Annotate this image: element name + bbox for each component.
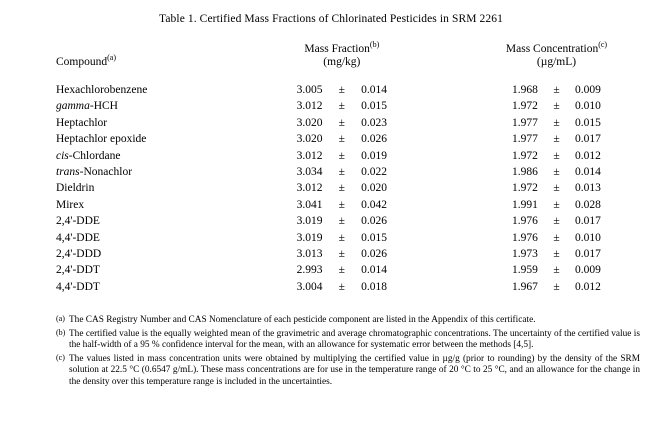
plus-minus-symbol: ± bbox=[553, 166, 560, 179]
mass-fraction-uncertainty: 0.026 bbox=[361, 248, 388, 261]
row-compound-name bbox=[56, 213, 251, 229]
plus-minus-symbol: ± bbox=[338, 182, 345, 195]
row-gap bbox=[433, 82, 469, 98]
mass-concentration-uncertainty: 0.017 bbox=[575, 248, 601, 261]
row-compound-name bbox=[56, 230, 251, 246]
table-row bbox=[56, 230, 644, 246]
row-gap bbox=[433, 98, 469, 114]
mass-concentration-uncertainty: 0.015 bbox=[575, 116, 601, 129]
mass-concentration-footnote-marker: (c) bbox=[598, 40, 608, 50]
table-row bbox=[56, 115, 644, 131]
mass-concentration-value: 1.976 bbox=[512, 231, 538, 244]
mass-fraction-uncertainty: 0.018 bbox=[361, 280, 388, 293]
table-row bbox=[56, 279, 644, 295]
mass-fraction-uncertainty: 0.026 bbox=[361, 133, 388, 146]
row-compound-name bbox=[56, 262, 251, 278]
row-gap bbox=[433, 131, 469, 147]
mass-concentration-uncertainty: 0.014 bbox=[575, 166, 601, 179]
footnote-b bbox=[56, 329, 640, 353]
mass-fraction-footnote-marker: (b) bbox=[369, 40, 380, 50]
plus-minus-symbol: ± bbox=[553, 84, 560, 96]
row-compound-name bbox=[56, 246, 251, 262]
mass-fraction-value: 3.041 bbox=[296, 198, 323, 211]
plus-minus-symbol: ± bbox=[553, 248, 560, 261]
compound-name-plain: 4,4'-DDE bbox=[56, 231, 100, 244]
plus-minus-symbol: ± bbox=[338, 198, 345, 211]
mass-concentration-uncertainty: 0.012 bbox=[575, 280, 601, 293]
footnote-a-text: The CAS Registry Number and CAS Nomenclature of each pesticide component are listed in the Appendix of this certificate. bbox=[69, 315, 536, 326]
footnote-c bbox=[56, 354, 640, 389]
footnotes-section bbox=[0, 315, 662, 389]
footnote-a bbox=[56, 315, 640, 327]
row-gap bbox=[433, 230, 469, 246]
compound-name-plain: Hexachlorobenzene bbox=[56, 84, 148, 96]
compound-name-plain: 4,4'-DDT bbox=[56, 280, 100, 293]
mass-fraction-uncertainty: 0.042 bbox=[361, 198, 388, 211]
compound-name-plain: -HCH bbox=[89, 100, 118, 113]
compound-header-footnote-marker: (a) bbox=[107, 53, 117, 63]
mass-fraction-value: 3.019 bbox=[296, 215, 323, 228]
plus-minus-symbol: ± bbox=[553, 264, 560, 277]
mass-fraction-uncertainty: 0.020 bbox=[361, 182, 388, 195]
compound-name-plain: Mirex bbox=[56, 198, 85, 211]
mass-concentration-uncertainty: 0.009 bbox=[575, 264, 601, 277]
certified-values-table bbox=[56, 40, 644, 295]
row-compound-name bbox=[56, 82, 251, 98]
mass-fraction-value: 3.020 bbox=[296, 116, 323, 129]
certificate-table-page bbox=[0, 13, 662, 428]
mass-concentration-value: 1.973 bbox=[512, 248, 538, 261]
compound-name-italic: trans bbox=[56, 166, 80, 179]
mass-fraction-value: 3.013 bbox=[296, 248, 323, 261]
row-compound-name bbox=[56, 279, 251, 295]
plus-minus-symbol: ± bbox=[338, 133, 345, 146]
mass-fraction-value: 3.004 bbox=[296, 280, 323, 293]
table-header bbox=[56, 40, 644, 82]
table-row bbox=[56, 213, 644, 229]
mass-concentration-value: 1.977 bbox=[512, 116, 538, 129]
compound-header-label: Compound bbox=[56, 56, 108, 68]
row-gap bbox=[433, 213, 469, 229]
row-compound-name bbox=[56, 197, 251, 213]
column-header-mass-concentration bbox=[469, 40, 644, 68]
mass-fraction-value: 3.012 bbox=[296, 182, 323, 195]
mass-fraction-uncertainty: 0.019 bbox=[361, 149, 388, 162]
spacer-cell bbox=[56, 68, 644, 82]
mass-concentration-value: 1.986 bbox=[512, 166, 538, 179]
plus-minus-symbol: ± bbox=[338, 280, 345, 293]
plus-minus-symbol: ± bbox=[338, 231, 345, 244]
row-compound-name bbox=[56, 98, 251, 114]
plus-minus-symbol: ± bbox=[553, 100, 560, 113]
mass-concentration-value: 1.972 bbox=[512, 100, 538, 113]
mass-fraction-uncertainty: 0.015 bbox=[361, 231, 388, 244]
row-gap bbox=[433, 279, 469, 295]
mass-concentration-header-label: Mass Concentration bbox=[505, 43, 599, 55]
row-compound-name bbox=[56, 148, 251, 164]
compound-name-plain: Dieldrin bbox=[56, 182, 95, 195]
table-row bbox=[56, 131, 644, 147]
row-gap bbox=[433, 148, 469, 164]
plus-minus-symbol: ± bbox=[338, 149, 345, 162]
mass-concentration-value: 1.972 bbox=[512, 182, 538, 195]
row-gap bbox=[433, 180, 469, 196]
mass-fraction-header-label: Mass Fraction bbox=[304, 43, 370, 55]
table-row bbox=[56, 164, 644, 180]
table-row bbox=[56, 82, 644, 98]
mass-concentration-value: 1.972 bbox=[512, 149, 538, 162]
mass-fraction-value: 3.012 bbox=[296, 100, 323, 113]
mass-fraction-value: 3.012 bbox=[296, 149, 323, 162]
plus-minus-symbol: ± bbox=[553, 182, 560, 195]
column-header-compound bbox=[56, 43, 251, 68]
row-gap bbox=[433, 197, 469, 213]
compound-name-plain: -Chlordane bbox=[68, 149, 121, 162]
table-row bbox=[56, 180, 644, 196]
compound-name-plain: 2,4'-DDT bbox=[56, 264, 100, 277]
footnote-c-marker: (c) bbox=[56, 352, 65, 362]
mass-concentration-value: 1.977 bbox=[512, 133, 538, 146]
footnote-b-text: The certified value is the equally weighted mean of the gravimetric and average chromatographic concentrations. The uncertainty of the certified value is the half-width of a 95 % confidence interval for the mean, with an allowance for systematic error between the methods [4,5]. bbox=[69, 328, 640, 351]
table-caption: Table 1. Certified Mass Fractions of Chlorinated Pesticides in SRM 2261 bbox=[159, 13, 503, 25]
row-compound-name bbox=[56, 180, 251, 196]
mass-concentration-value: 1.976 bbox=[512, 215, 538, 228]
mass-fraction-uncertainty: 0.014 bbox=[361, 264, 388, 277]
mass-fraction-value: 2.993 bbox=[296, 264, 323, 277]
mass-concentration-units: (µg/mL) bbox=[536, 56, 577, 68]
header-spacer-row bbox=[56, 68, 644, 82]
plus-minus-symbol: ± bbox=[553, 215, 560, 228]
row-gap bbox=[433, 115, 469, 131]
mass-concentration-uncertainty: 0.009 bbox=[575, 84, 601, 96]
plus-minus-symbol: ± bbox=[553, 280, 560, 293]
plus-minus-symbol: ± bbox=[338, 248, 345, 261]
footnote-b-marker: (b) bbox=[56, 327, 66, 337]
plus-minus-symbol: ± bbox=[553, 116, 560, 129]
mass-concentration-value: 1.967 bbox=[512, 280, 538, 293]
mass-concentration-uncertainty: 0.010 bbox=[575, 231, 601, 244]
mass-fraction-uncertainty: 0.023 bbox=[361, 116, 388, 129]
mass-concentration-uncertainty: 0.017 bbox=[575, 133, 601, 146]
table-row bbox=[56, 148, 644, 164]
table-row bbox=[56, 262, 644, 278]
plus-minus-symbol: ± bbox=[553, 149, 560, 162]
compound-name-plain: Heptachlor bbox=[56, 116, 108, 129]
compound-name-italic: gamma bbox=[56, 100, 90, 113]
row-compound-name bbox=[56, 131, 251, 147]
plus-minus-symbol: ± bbox=[338, 116, 345, 129]
compound-name-plain: 2,4'-DDD bbox=[56, 248, 102, 261]
mass-fraction-value: 3.034 bbox=[296, 166, 323, 179]
mass-concentration-uncertainty: 0.010 bbox=[575, 100, 601, 113]
row-compound-name bbox=[56, 164, 251, 180]
mass-fraction-uncertainty: 0.026 bbox=[361, 215, 388, 228]
plus-minus-symbol: ± bbox=[553, 231, 560, 244]
plus-minus-symbol: ± bbox=[338, 166, 345, 179]
mass-concentration-uncertainty: 0.028 bbox=[575, 198, 601, 211]
plus-minus-symbol: ± bbox=[553, 133, 560, 146]
mass-fraction-value: 3.020 bbox=[296, 133, 323, 146]
compound-name-plain: Heptachlor epoxide bbox=[56, 133, 147, 146]
plus-minus-symbol: ± bbox=[338, 215, 345, 228]
mass-concentration-uncertainty: 0.013 bbox=[575, 182, 601, 195]
plus-minus-symbol: ± bbox=[553, 198, 560, 211]
mass-fraction-uncertainty: 0.015 bbox=[361, 100, 388, 113]
mass-concentration-uncertainty: 0.017 bbox=[575, 215, 601, 228]
table-container bbox=[0, 40, 662, 295]
row-gap bbox=[433, 164, 469, 180]
plus-minus-symbol: ± bbox=[338, 100, 345, 113]
table-row bbox=[56, 197, 644, 213]
row-compound-name bbox=[56, 115, 251, 131]
header-gap bbox=[433, 43, 469, 68]
footnote-a-marker: (a) bbox=[56, 314, 65, 324]
mass-concentration-value: 1.991 bbox=[512, 198, 538, 211]
compound-name-plain: -Nonachlor bbox=[79, 166, 133, 179]
plus-minus-symbol: ± bbox=[338, 264, 345, 277]
mass-fraction-value: 3.019 bbox=[296, 231, 323, 244]
table-row bbox=[56, 98, 644, 114]
mass-fraction-units: (mg/kg) bbox=[323, 56, 361, 68]
mass-fraction-uncertainty: 0.014 bbox=[361, 84, 388, 96]
mass-fraction-uncertainty: 0.022 bbox=[361, 166, 388, 179]
column-header-mass-fraction bbox=[251, 40, 433, 68]
mass-fraction-value: 3.005 bbox=[296, 84, 323, 96]
row-gap bbox=[433, 262, 469, 278]
row-gap bbox=[433, 246, 469, 262]
footnote-c-text: The values listed in mass concentration units were obtained by multiplying the certified value in µg/g (prior to rounding) by the density of the SRM solution at 22.5 °C (0.6547 g/mL). These mass concentrations are for use in the temperature range of 20 °C to 25 °C, and an allowance for the change in the density over this temperature range is included in the uncertainties. bbox=[69, 353, 640, 388]
table-body bbox=[56, 82, 644, 295]
mass-concentration-value: 1.968 bbox=[512, 84, 538, 96]
mass-concentration-uncertainty: 0.012 bbox=[575, 149, 601, 162]
table-row bbox=[56, 246, 644, 262]
plus-minus-symbol: ± bbox=[338, 84, 345, 96]
header-row bbox=[56, 43, 644, 68]
compound-name-plain: 2,4'-DDE bbox=[56, 215, 100, 228]
compound-name-italic: cis bbox=[56, 149, 69, 162]
mass-concentration-value: 1.959 bbox=[512, 264, 538, 277]
